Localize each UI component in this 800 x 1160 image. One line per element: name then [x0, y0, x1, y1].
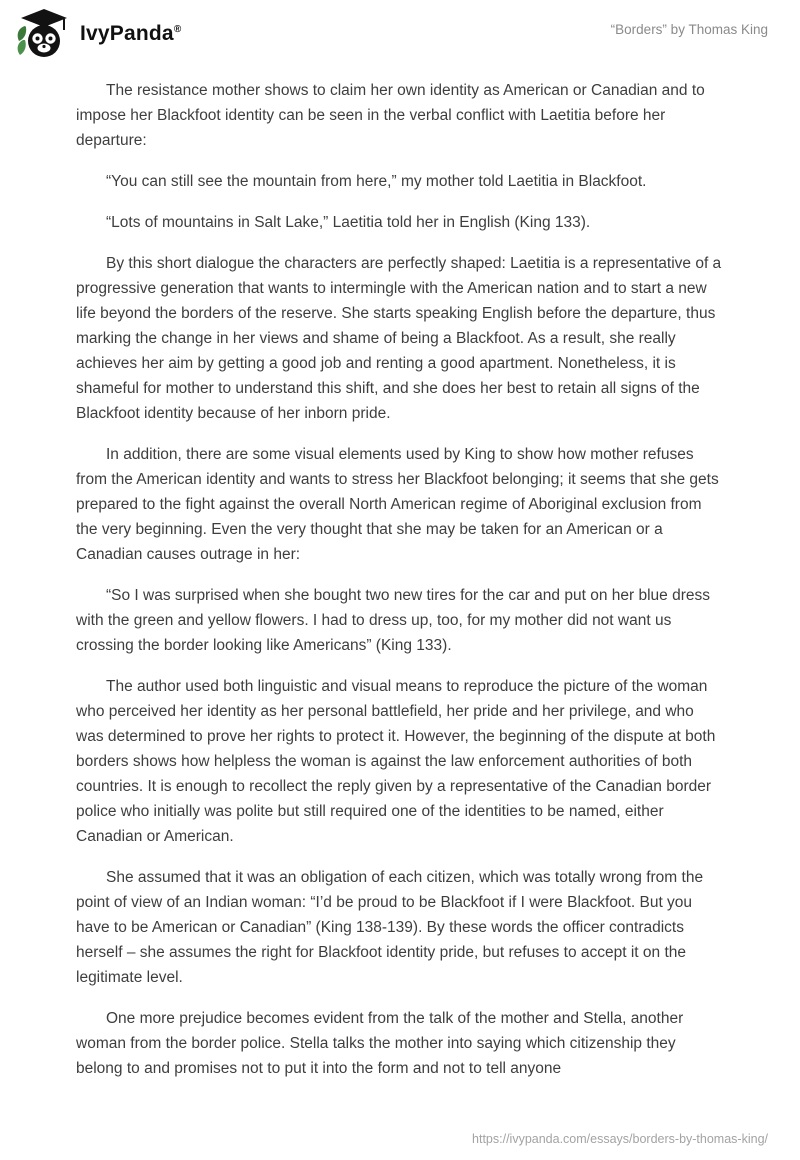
ivypanda-logo-icon [16, 8, 70, 60]
page-footer [0, 1132, 800, 1160]
paragraph: In addition, there are some visual elements used by King to show how mother refuses from the American identity and wants to stress her Blackfoot belonging; it seems that she gets prepared to the fight against the overall North American regime of Aboriginal exclusion from the very beginning. Even the very thought that she may be taken for an American or a Canadian causes outrage in her: [76, 446, 719, 563]
brand-name: IvyPanda® [80, 22, 182, 45]
quote-paragraph: “You can still see the mountain from here,” my mother told Laetitia in Blackfoot. [106, 173, 647, 190]
quote-paragraph: “Lots of mountains in Salt Lake,” Laetitia told her in English (King 133). [106, 214, 591, 231]
paragraph: By this short dialogue the characters are perfectly shaped: Laetitia is a representative of a progressive generation that wants to intermingle with the American nation and to start a new life beyond the borders of the reserve. She starts speaking English before the departure, thus marking the change in her views and shame of being a Blackfoot. As a result, she really achieves her aim by getting a good job and renting a good apartment. Nonetheless, it is shameful for mother to understand this shift, and she does her best to retain all signs of the Blackfoot identity because of her inborn pride. [76, 255, 722, 422]
paragraph: The resistance mother shows to claim her own identity as American or Canadian and to impose her Blackfoot identity can be seen in the verbal conflict with Laetitia before her departure: [76, 82, 705, 149]
paragraph: The author used both linguistic and visual means to reproduce the picture of the woman who perceived her identity as her personal battlefield, her pride and her privilege, and who was determined to prove her rights to protect it. However, the beginning of the dispute at both borders shows how helpless the woman is against the law enforcement authorities of both countries. It is enough to recollect the reply given by a representative of the Canadian border police who initially was polite but still required one of the identities to be named, either Canadian or American. [76, 678, 716, 845]
page-title: “Borders” by Thomas King [610, 22, 768, 37]
paragraph: One more prejudice becomes evident from the talk of the mother and Stella, another woman from the border police. Stella talks the mother into saying which citizenship they belong to and promises not to put it into the form and not to tell anyone [76, 1010, 684, 1077]
source-url: https://ivypanda.com/essays/borders-by-thomas-king/ [472, 1132, 768, 1146]
essay-body [0, 60, 800, 1097]
page-header [0, 0, 800, 60]
registered-mark: ® [173, 24, 182, 35]
paragraph: She assumed that it was an obligation of each citizen, which was totally wrong from the point of view of an Indian woman: “I’d be proud to be Blackfoot if I were Blackfoot. But you have to be American or Canadian” (King 138-139). By these words the officer contradicts herself – she assumes the right for Blackfoot identity pride, but refuses to accept it on the legitimate level. [76, 869, 704, 986]
ivypanda-logo[interactable] [16, 8, 181, 60]
quote-paragraph: “So I was surprised when she bought two new tires for the car and put on her blue dress with the green and yellow flowers. I had to dress up, too, for my mother did not want us crossing the border looking like Americans” (King 133). [76, 587, 710, 654]
